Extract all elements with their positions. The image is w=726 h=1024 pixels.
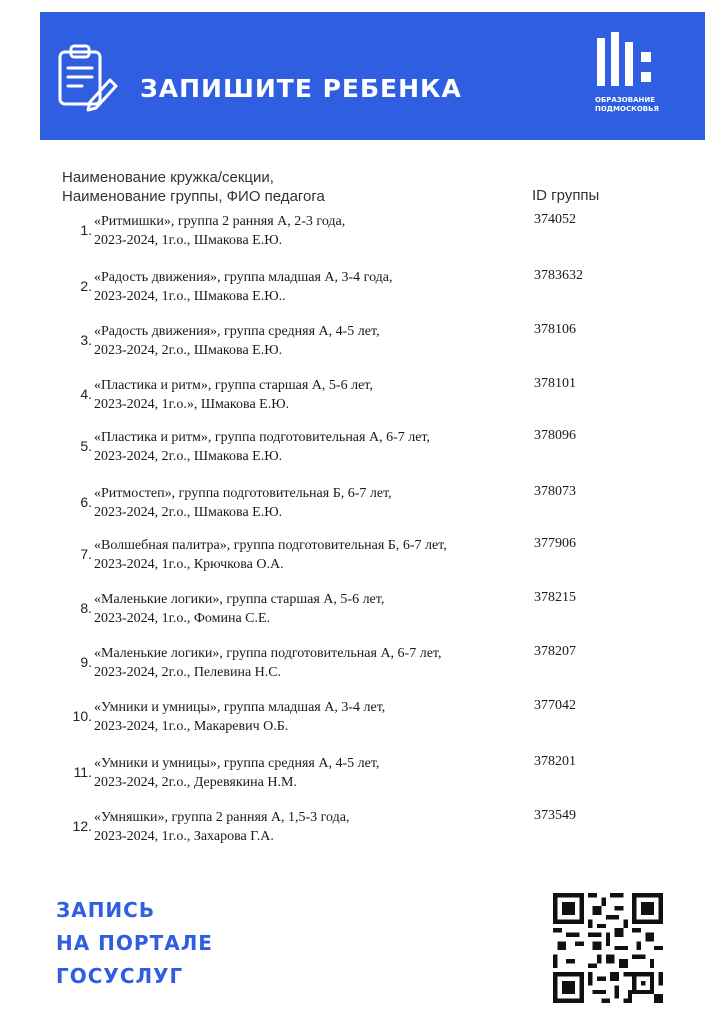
row-description — [94, 376, 514, 414]
banner-title-line2: НА КРУЖОК ИЛИ СЕКЦИЮ — [140, 142, 549, 171]
brand-logo — [595, 32, 665, 124]
brand-logo-mark — [595, 32, 659, 88]
row-title: «Умники и умницы», группа средняя А, 4-5 лет, — [94, 756, 380, 771]
row-description — [94, 484, 514, 522]
row-number: 5. — [80, 438, 92, 454]
row-title: «Радость движения», группа младшая А, 3-4 года, — [94, 270, 393, 285]
row-number: 10. — [72, 708, 92, 724]
list-item — [0, 642, 726, 686]
row-number: 7. — [80, 546, 92, 562]
row-number: 1. — [80, 222, 92, 238]
footer-line2: НА ПОРТАЛЕ — [56, 931, 213, 955]
row-title: «Ритмишки», группа 2 ранняя А, 2-3 года, — [94, 214, 346, 229]
list-item — [0, 374, 726, 418]
row-group-id: 378101 — [534, 376, 576, 391]
row-description — [94, 268, 514, 306]
row-details: 2023-2024, 2г.о., Шмакова Е.Ю. — [94, 343, 283, 358]
list-item — [0, 210, 726, 254]
row-title: «Волшебная палитра», группа подготовительная Б, 6-7 лет, — [94, 538, 447, 553]
row-description — [94, 644, 514, 682]
row-title: «Умники и умницы», группа младшая А, 3-4 лет, — [94, 700, 386, 715]
row-title: «Маленькие логики», группа подготовительная А, 6-7 лет, — [94, 646, 442, 661]
row-group-id: 378096 — [534, 428, 576, 443]
row-description — [94, 698, 514, 736]
row-title: «Пластика и ритм», группа подготовительная А, 6-7 лет, — [94, 430, 430, 445]
row-description — [94, 754, 514, 792]
row-details: 2023-2024, 1г.о., Крючкова О.А. — [94, 557, 284, 572]
list-item — [0, 696, 726, 740]
footer-call-to-action — [56, 894, 213, 993]
row-number: 6. — [80, 494, 92, 510]
row-description — [94, 590, 514, 628]
header-banner — [40, 12, 705, 171]
row-group-id: 377042 — [534, 698, 576, 713]
row-title: «Радость движения», группа средняя А, 4-5 лет, — [94, 324, 380, 339]
row-number: 8. — [80, 600, 92, 616]
row-details: 2023-2024, 1г.о., Захарова Г.А. — [94, 829, 274, 844]
row-number: 12. — [72, 818, 92, 834]
list-item — [0, 266, 726, 310]
qr-code-icon[interactable] — [553, 893, 663, 1003]
row-group-id: 378106 — [534, 322, 576, 337]
row-group-id: 377906 — [534, 536, 576, 551]
row-details: 2023-2024, 1г.о., Шмакова Е.Ю.. — [94, 289, 286, 304]
row-title: «Маленькие логики», группа старшая А, 5-6 лет, — [94, 592, 385, 607]
list-item — [0, 534, 726, 578]
row-group-id: 378207 — [534, 644, 576, 659]
row-group-id: 3783632 — [534, 268, 583, 283]
row-description — [94, 428, 514, 466]
list-item — [0, 320, 726, 364]
column-header-name: Наименование кружка/секции, Наименование группы, ФИО педагога — [62, 169, 325, 205]
row-group-id: 373549 — [534, 808, 576, 823]
row-number: 3. — [80, 332, 92, 348]
column-header-id: ID группы — [532, 187, 600, 204]
row-details: 2023-2024, 1г.о.», Шмакова Е.Ю. — [94, 397, 290, 412]
row-title: «Умняшки», группа 2 ранняя А, 1,5-3 года, — [94, 810, 350, 825]
row-title: «Ритмостеп», группа подготовительная Б, 6-7 лет, — [94, 486, 392, 501]
row-description — [94, 536, 514, 574]
list-item — [0, 806, 726, 850]
row-details: 2023-2024, 1г.о., Макаревич О.Б. — [94, 719, 289, 734]
row-group-id: 378201 — [534, 754, 576, 769]
list-item — [0, 588, 726, 632]
row-details: 2023-2024, 2г.о., Деревякина Н.М. — [94, 775, 297, 790]
row-description — [94, 808, 514, 846]
row-description — [94, 212, 514, 250]
list-item — [0, 426, 726, 470]
footer-line3: ГОСУСЛУГ — [56, 964, 184, 988]
row-description — [94, 322, 514, 360]
row-number: 4. — [80, 386, 92, 402]
row-details: 2023-2024, 1г.о., Фомина С.Е. — [94, 611, 271, 626]
brand-text: ОБРАЗОВАНИЕ ПОДМОСКОВЬЯ — [595, 96, 659, 113]
row-details: 2023-2024, 2г.о., Пелевина Н.С. — [94, 665, 282, 680]
row-details: 2023-2024, 2г.о., Шмакова Е.Ю. — [94, 505, 283, 520]
row-number: 11. — [73, 764, 92, 780]
row-group-id: 374052 — [534, 212, 576, 227]
row-number: 2. — [80, 278, 92, 294]
row-details: 2023-2024, 2г.о., Шмакова Е.Ю. — [94, 449, 283, 464]
footer-line1: ЗАПИСЬ — [56, 898, 156, 922]
row-group-id: 378215 — [534, 590, 576, 605]
row-group-id: 378073 — [534, 484, 576, 499]
list-item — [0, 482, 726, 526]
clipboard-pencil-icon — [54, 42, 120, 114]
banner-title-line1: ЗАПИШИТЕ РЕБЕНКА — [140, 74, 462, 103]
list-item — [0, 752, 726, 796]
row-number: 9. — [80, 654, 92, 670]
row-title: «Пластика и ритм», группа старшая А, 5-6 лет, — [94, 378, 373, 393]
row-details: 2023-2024, 1г.о., Шмакова Е.Ю. — [94, 233, 283, 248]
